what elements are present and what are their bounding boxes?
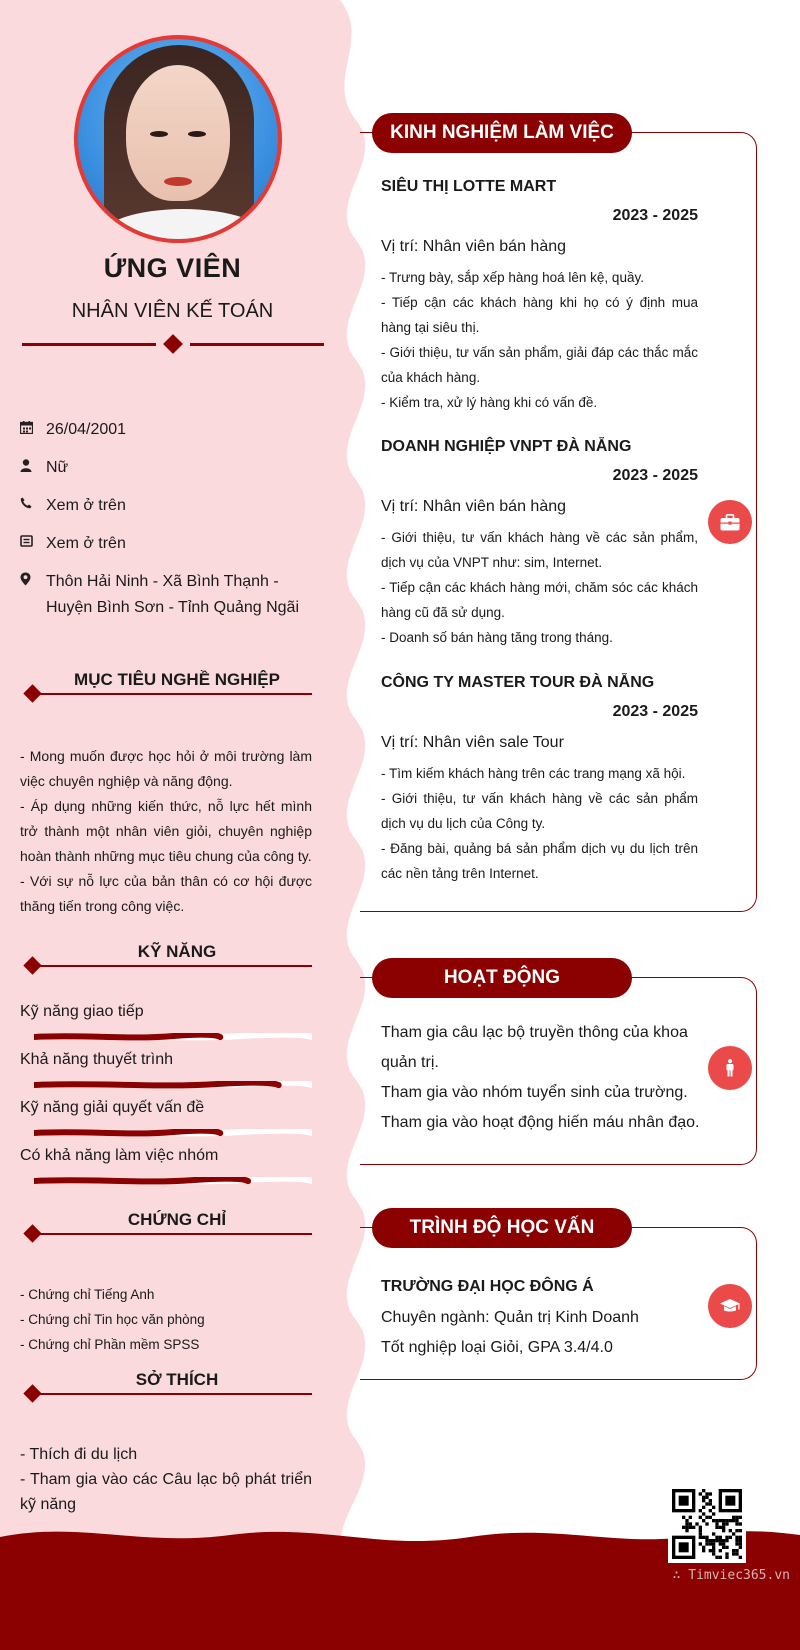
contact-text: 26/04/2001 <box>46 421 127 438</box>
experience-description: - Trưng bày, sắp xếp hàng hoá lên kệ, quầy. - Tiếp cận các khách hàng khi họ có ý định mua hàng tại siêu thị. - Giới thiệu, tư vấn sản phẩm, giải đáp các thắc mắc của khách hàng. - Kiểm tra, xử lý hàng khi có vấn đề. <box>381 270 698 410</box>
contact-text: Xem ở trên <box>46 535 126 552</box>
experience-company: CÔNG TY MASTER TOUR ĐÀ NẴNG <box>381 674 655 691</box>
section-title-text: CHỨNG CHỈ <box>127 1210 227 1229</box>
skill-bar-fill <box>34 1131 220 1134</box>
graduation-cap-icon <box>708 1284 752 1328</box>
skill-bar <box>34 1177 312 1185</box>
phone-icon <box>20 493 46 513</box>
email-icon <box>20 531 46 551</box>
experience-position: Vị trí: Nhân viên sale Tour <box>381 734 564 751</box>
qr-code <box>668 1485 746 1563</box>
section-title-text: MỤC TIÊU NGHỀ NGHIỆP <box>74 670 280 689</box>
skill-label: Kỹ năng giao tiếp <box>20 1003 144 1020</box>
skill-label: Kỹ năng giải quyết vấn đề <box>20 1099 205 1116</box>
contact-gender <box>20 455 306 481</box>
person-standing-icon <box>708 1046 752 1090</box>
hobbies-section-title <box>22 1370 312 1398</box>
briefcase-icon <box>708 500 752 544</box>
person-icon <box>20 455 46 475</box>
skill-bar-fill <box>34 1035 220 1038</box>
skill-bar <box>34 1081 312 1089</box>
experience-description: - Tìm kiếm khách hàng trên các trang mạng xã hội. - Giới thiệu, tư vấn khách hàng về các sản phẩm dịch vụ du lịch của Công ty. - Đăng bài, quảng bá sản phẩm dịch vụ du lịch trên các nền tảng trên Internet. <box>381 766 698 881</box>
location-icon <box>20 569 46 589</box>
experience-description: - Giới thiệu, tư vấn khách hàng về các sản phẩm, dịch vụ của VNPT như: sim, Internet. - Tiếp cận các khách hàng mới, chăm sóc các khách hàng cũ đã sử dụng. - Doanh số bán hàng tăng trong tháng. <box>381 530 698 645</box>
skill-bar-fill <box>34 1179 248 1182</box>
activities-box <box>360 977 757 1165</box>
section-title-text: KỸ NĂNG <box>137 942 217 961</box>
education-major: Chuyên ngành: Quản trị Kinh Doanh <box>381 1309 639 1326</box>
contact-phone <box>20 493 306 519</box>
certificates-text: - Chứng chỉ Tiếng Anh - Chứng chỉ Tin học văn phòng - Chứng chỉ Phần mềm SPSS <box>20 1287 205 1352</box>
experience-box <box>360 132 757 912</box>
experience-position: Vị trí: Nhân viên bán hàng <box>381 238 567 255</box>
objective-text: - Mong muốn được học hỏi ở môi trường làm việc chuyên nghiệp và năng động. - Áp dụng những kiến thức, nỗ lực hết mình trở thành một nhân viên giỏi, chuyên nghiệp hoàn thành những mục tiêu chung của công ty. - Với sự nỗ lực của bản thân có cơ hội được thăng tiến trong công việc. <box>20 748 312 914</box>
objective-section-title <box>22 670 312 698</box>
contact-text: Xem ở trên <box>46 497 126 514</box>
profile-photo <box>74 35 282 243</box>
skills-section-title <box>22 942 312 970</box>
contact-text: Thôn Hải Ninh - Xã Bình Thạnh - Huyện Bình Sơn - Tỉnh Quảng Ngãi <box>46 573 300 616</box>
skill-label: Có khả năng làm việc nhóm <box>20 1147 219 1164</box>
experience-years: 2023 - 2025 <box>612 467 698 484</box>
experience-years: 2023 - 2025 <box>612 703 698 720</box>
experience-header: KINH NGHIỆM LÀM VIỆC <box>372 113 632 153</box>
experience-company: SIÊU THỊ LOTTE MART <box>381 178 557 195</box>
section-title-text: SỞ THÍCH <box>135 1370 219 1389</box>
contact-text: Nữ <box>46 459 69 476</box>
contact-address <box>20 569 306 621</box>
activities-header: HOẠT ĐỘNG <box>372 958 632 998</box>
calendar-icon <box>20 417 46 437</box>
skill-label: Khả năng thuyết trình <box>20 1051 173 1068</box>
education-box <box>360 1227 757 1380</box>
education-header: TRÌNH ĐỘ HỌC VẤN <box>372 1208 632 1248</box>
contact-email <box>20 531 306 557</box>
brand-watermark: ∴ Timviec365.vn <box>672 1568 790 1583</box>
hobbies-text: - Thích đi du lịch - Tham gia vào các Câu lạc bộ phát triển kỹ năng <box>20 1446 312 1513</box>
education-school: TRƯỜNG ĐẠI HỌC ĐÔNG Á <box>381 1278 594 1295</box>
name-divider <box>22 343 324 346</box>
skill-bar <box>34 1033 312 1041</box>
skill-bar <box>34 1129 312 1137</box>
experience-position: Vị trí: Nhân viên bán hàng <box>381 498 567 515</box>
certificates-section-title <box>22 1210 312 1238</box>
contact-birthdate <box>20 417 306 443</box>
education-result: Tốt nghiệp loại Giỏi, GPA 3.4/4.0 <box>381 1339 613 1356</box>
activities-text: Tham gia câu lạc bộ truyền thông của khoa quản trị. Tham gia vào nhóm tuyển sinh của trường. Tham gia vào hoạt động hiến máu nhân đạo. <box>381 1024 700 1131</box>
skill-bar-fill <box>34 1083 279 1086</box>
candidate-name: ỨNG VIÊN <box>103 253 242 283</box>
experience-company: DOANH NGHIỆP VNPT ĐÀ NẴNG <box>381 438 632 455</box>
experience-years: 2023 - 2025 <box>612 207 698 224</box>
job-title: NHÂN VIÊN KẾ TOÁN <box>71 300 274 322</box>
